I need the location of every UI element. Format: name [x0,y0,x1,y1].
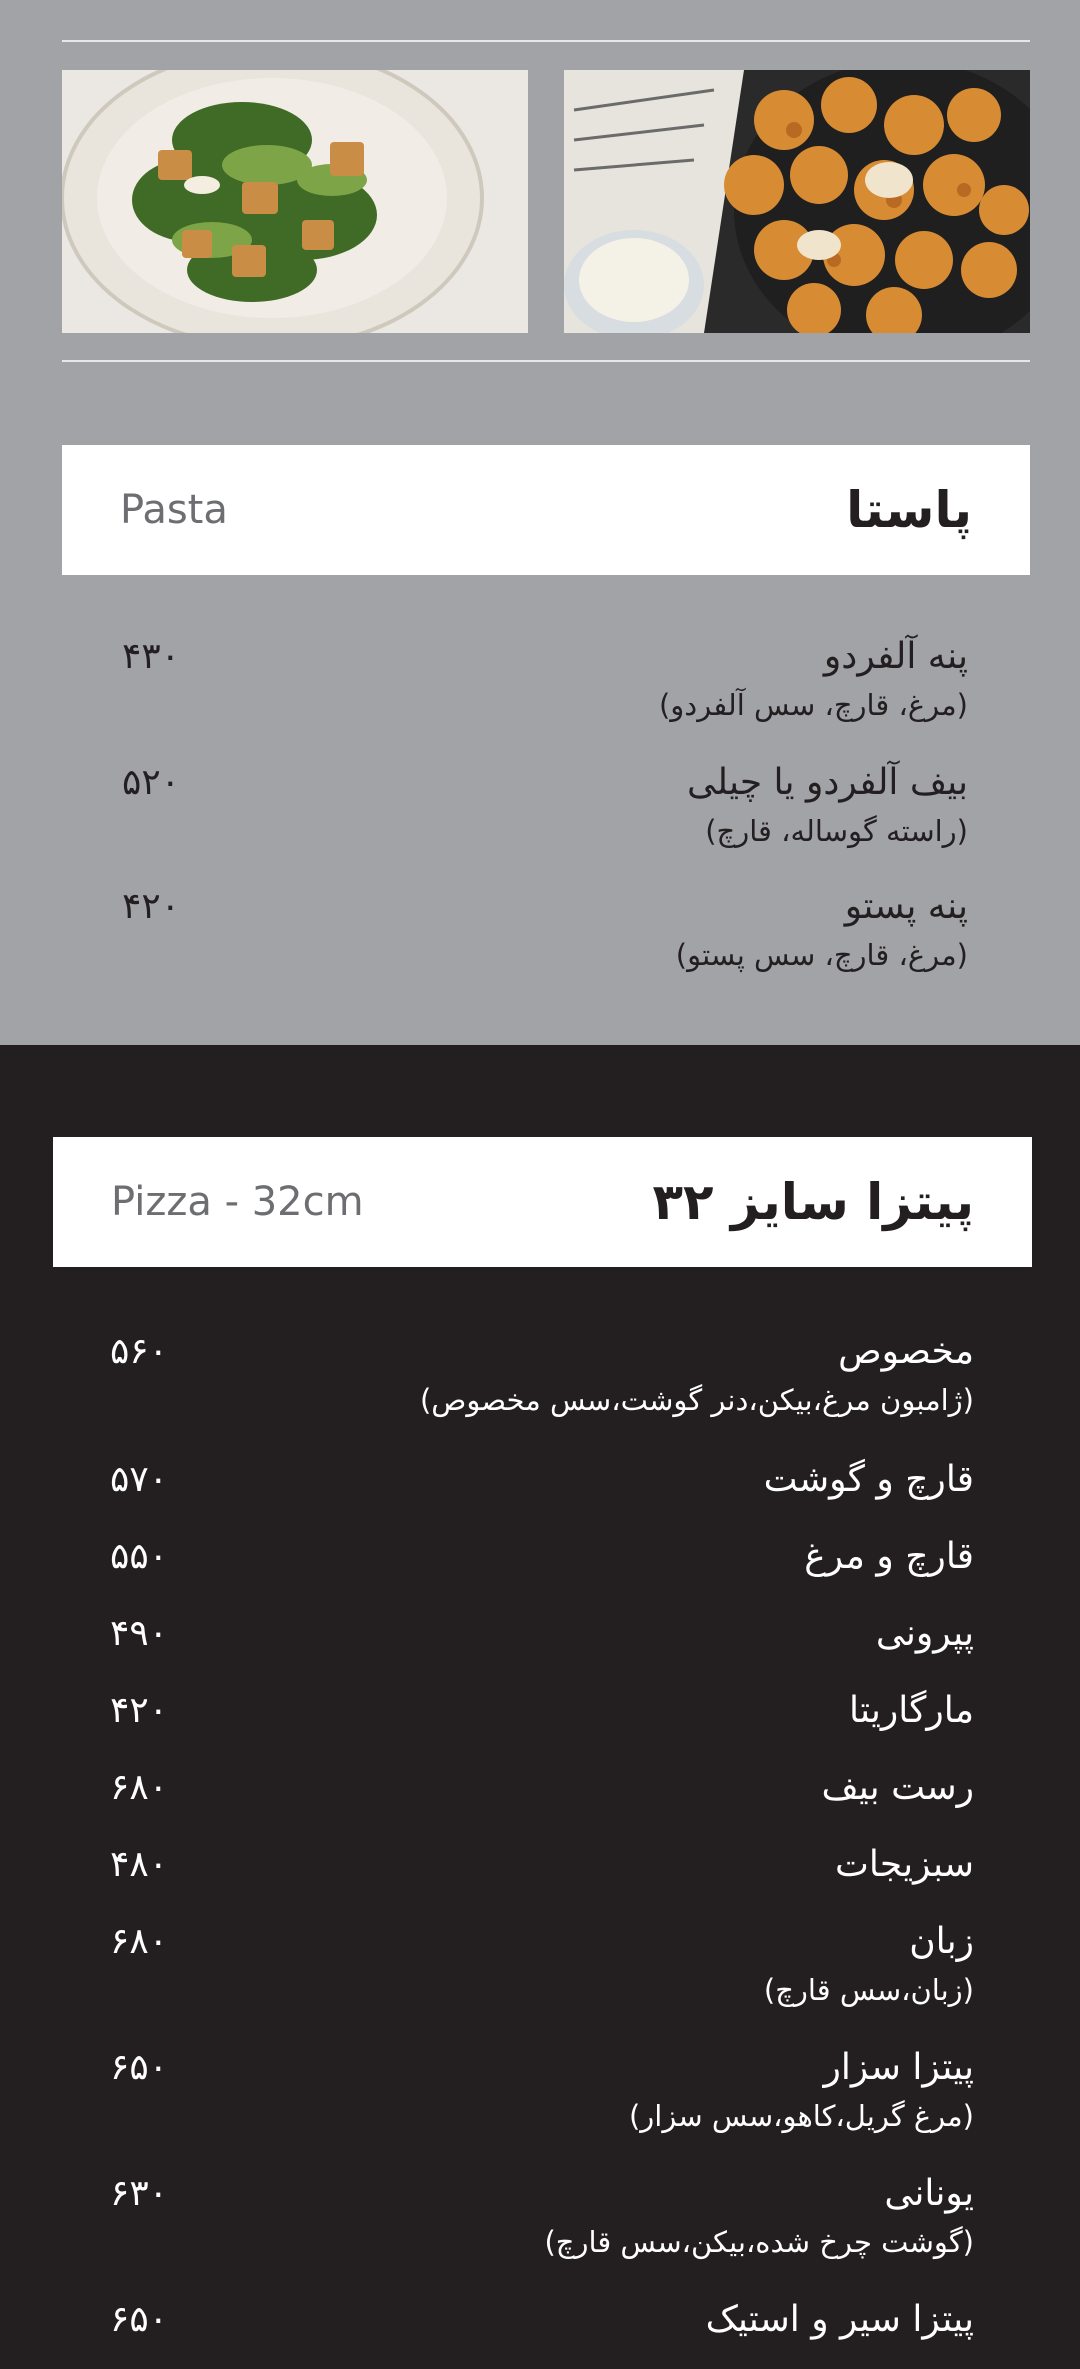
item-description: (گوشت چرخ شده،بیکن،سس قارچ) [544,2225,974,2259]
pizza-title-fa: پیتزا سایز ۳۲ [652,1173,974,1231]
item-name: قارچ و گوشت [763,1459,974,1500]
pizza-title-en: Pizza - 32cm [111,1179,364,1225]
item-description: (مرغ، قارچ، سس پستو) [675,938,968,972]
menu-item [110,1459,974,1539]
item-name: سبزیجات [834,1844,974,1885]
item-name: پیتزا سیر و استیک [705,2299,974,2340]
menu-item [110,1613,974,1693]
item-description: (ژامبون مرغ،بیکن،دنر گوشت،سس مخصوص) [419,1383,974,1417]
item-name: پپرونی [875,1613,974,1654]
menu-item [122,762,968,848]
pizza-section [0,1045,1080,2369]
item-price: ۴۲۰ [110,1690,169,1731]
item-name: پنه آلفردو [823,636,968,677]
item-name: پنه پستو [844,886,968,927]
item-price: ۵۲۰ [122,762,181,803]
pizza-banner [53,1137,1032,1267]
menu-item [110,1921,974,2007]
item-price: ۴۳۰ [122,636,181,677]
item-price: ۶۸۰ [110,1767,169,1808]
item-description: (مرغ گریل،کاهو،سس سزار) [628,2099,974,2133]
item-name: بیف آلفردو یا چیلی [687,762,968,803]
pasta-section [0,0,1080,1045]
item-description: (مرغ، قارچ، سس آلفردو) [658,688,968,722]
bottom-divider [62,360,1030,362]
item-price: ۶۳۰ [110,2173,169,2214]
item-name: پیتزا سزار [823,2047,974,2088]
item-name: یونانی [884,2173,974,2214]
menu-item [122,636,968,722]
item-price: ۴۲۰ [122,886,181,927]
item-name: مارگاریتا [849,1690,974,1731]
item-price: ۴۹۰ [110,1613,169,1654]
item-price: ۶۵۰ [110,2299,169,2340]
pasta-title-fa: پاستا [846,481,972,539]
item-name: زبان [909,1921,974,1962]
pasta-title-en: Pasta [120,487,228,533]
menu-item [110,2173,974,2259]
item-price: ۶۵۰ [110,2047,169,2088]
pasta-banner [62,445,1030,575]
item-description: (راسته گوساله، قارچ) [705,814,968,848]
menu-item [110,2299,974,2359]
menu-item [110,2047,974,2133]
item-name: رست بیف [821,1767,974,1808]
item-price: ۵۷۰ [110,1459,169,1500]
fried-mushrooms-photo-icon [564,70,1030,333]
item-name: قارچ و مرغ [804,1536,974,1577]
menu-item [110,1844,974,1924]
menu-item [122,886,968,972]
item-price: ۴۸۰ [110,1844,169,1885]
item-price: ۵۵۰ [110,1536,169,1577]
menu-item [110,1331,974,1417]
menu-item [110,1536,974,1616]
item-price: ۵۶۰ [110,1331,169,1372]
menu-item [110,1767,974,1847]
top-divider [62,40,1030,42]
item-price: ۶۸۰ [110,1921,169,1962]
item-description: (زبان،سس قارچ) [763,1973,974,2007]
caesar-salad-photo-icon [62,70,528,333]
item-name: مخصوص [838,1331,974,1372]
menu-item [110,1690,974,1770]
